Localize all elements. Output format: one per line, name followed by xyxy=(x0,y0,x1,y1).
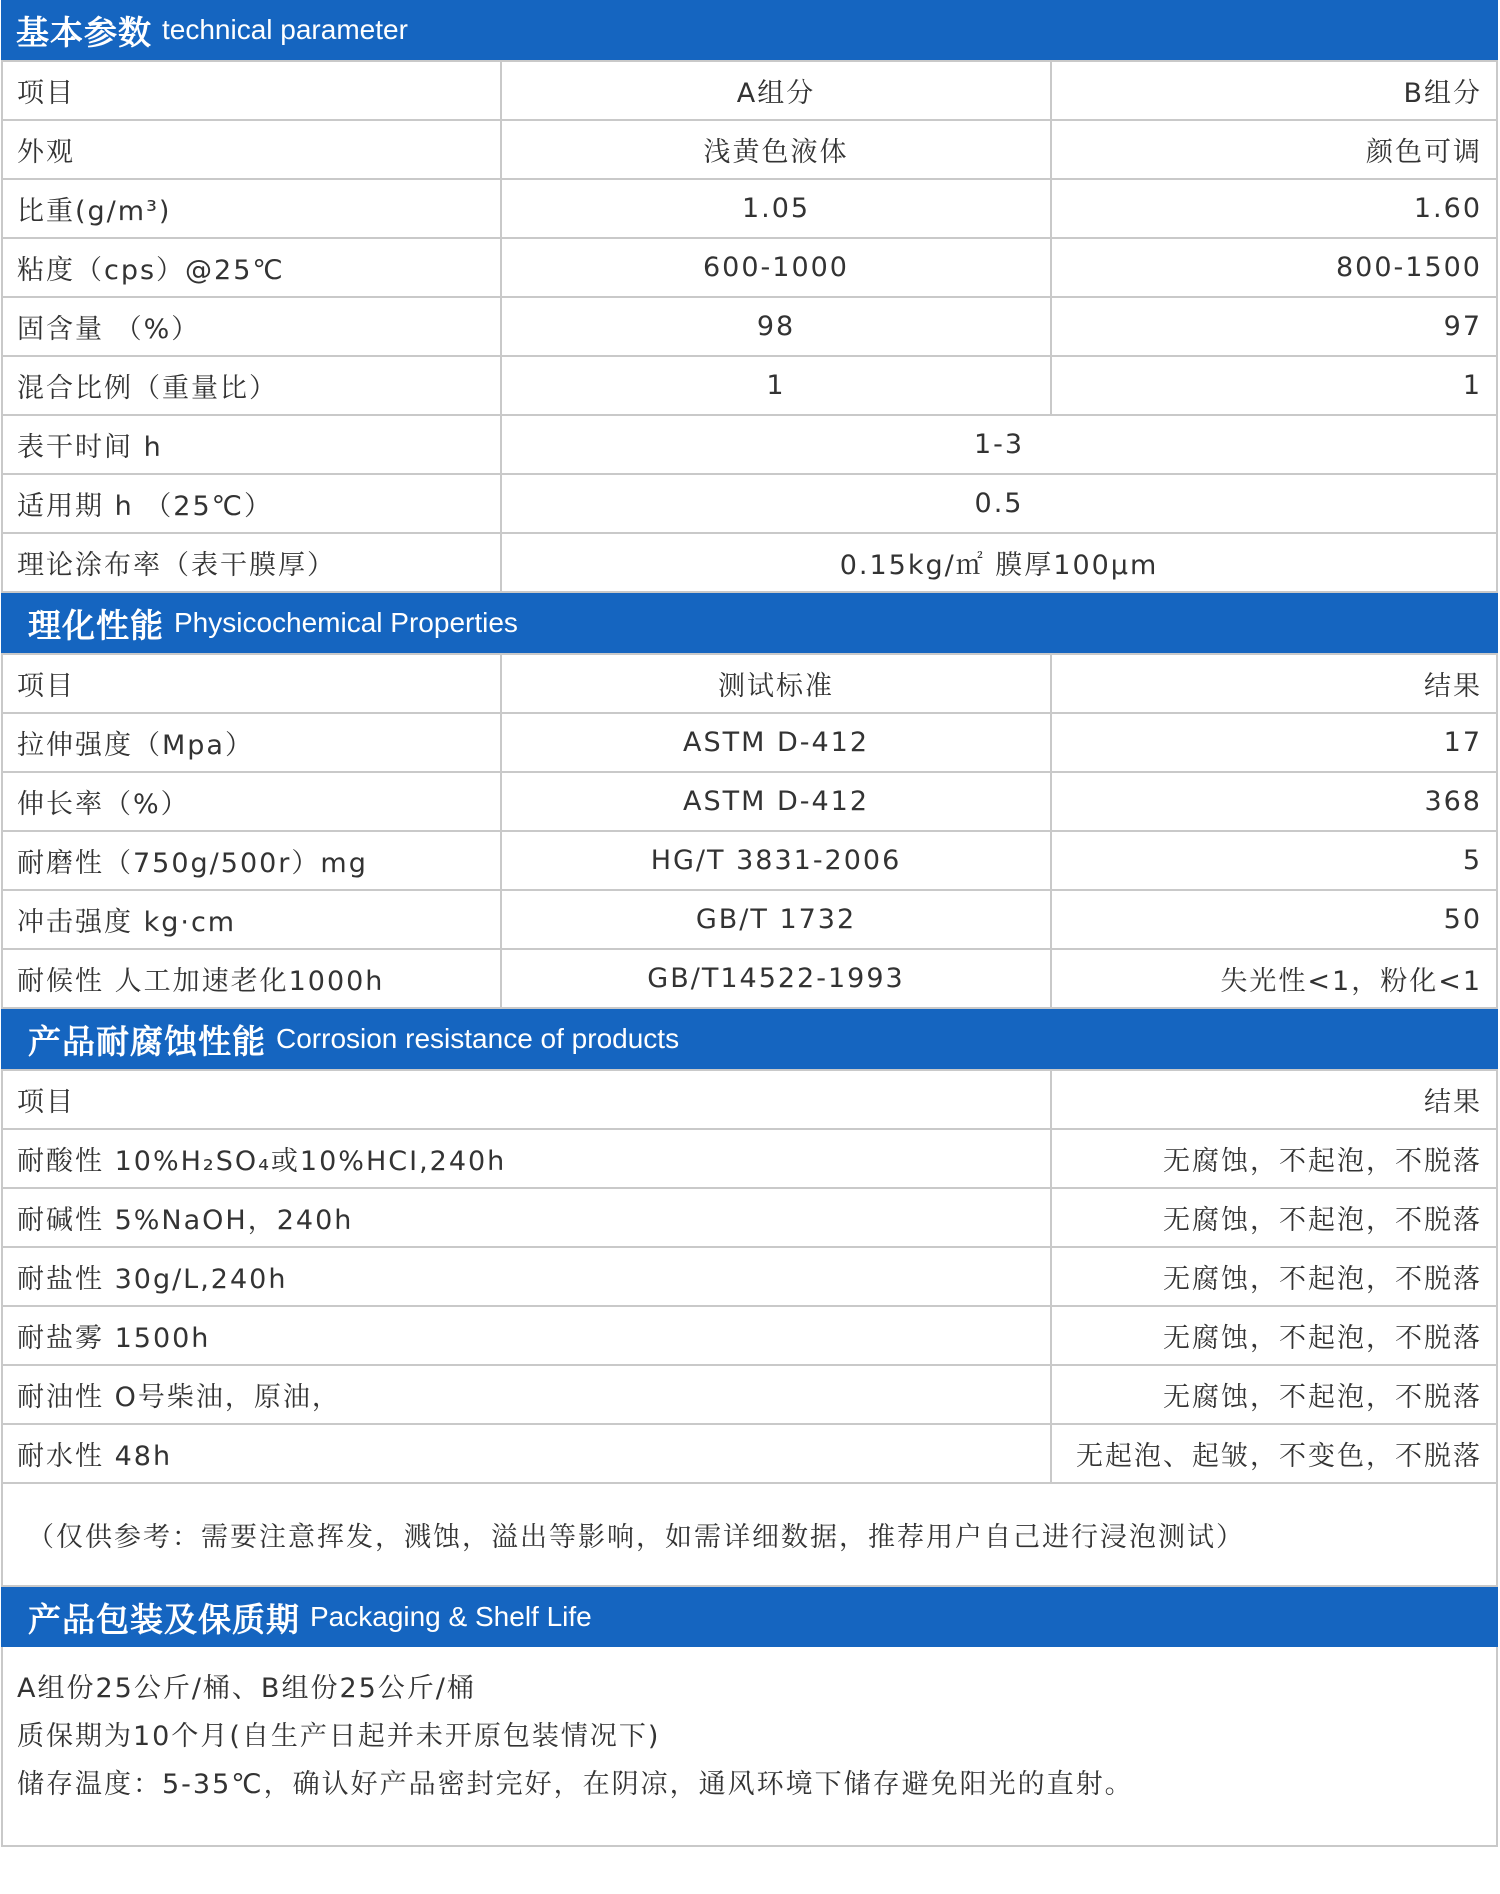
header-cell-item: 项目 xyxy=(2,654,501,713)
table-row xyxy=(2,831,1497,890)
row-label: 适用期 h （25℃） xyxy=(2,474,501,533)
section-title-en: Packaging & Shelf Life xyxy=(310,1601,592,1632)
row-label: 耐酸性 10%H₂SO₄或10%HCI,240h xyxy=(2,1129,1051,1188)
reference-note: （仅供参考：需要注意挥发，溅蚀，溢出等影响，如需详细数据，推荐用户自己进行浸泡测试） xyxy=(1,1484,1498,1587)
row-label: 耐磨性（750g/500r）mg xyxy=(2,831,501,890)
header-cell-result: 结果 xyxy=(1051,1070,1497,1129)
row-result: 17 xyxy=(1051,713,1497,772)
row-standard: ASTM D-412 xyxy=(501,772,1051,831)
row-label: 冲击强度 kg·cm xyxy=(2,890,501,949)
packaging-line: A组份25公斤/桶、B组份25公斤/桶 xyxy=(17,1673,476,1704)
header-cell-item: 项目 xyxy=(2,61,501,120)
section-title-zh: 产品耐腐蚀性能 xyxy=(28,1021,266,1061)
section-title-zh: 理化性能 xyxy=(28,605,164,645)
table-row xyxy=(2,772,1497,831)
section-title-zh: 基本参数 xyxy=(16,12,152,52)
row-result: 失光性<1，粉化<1 xyxy=(1051,949,1497,1008)
section-title-en: Physicochemical Properties xyxy=(174,607,518,638)
row-label: 粘度（cps）@25℃ xyxy=(2,238,501,297)
row-value-b: 颜色可调 xyxy=(1051,120,1497,179)
row-label: 表干时间 h xyxy=(2,415,501,474)
row-value-a: 1 xyxy=(501,356,1051,415)
section-header-corrosion xyxy=(1,1009,1498,1069)
row-label: 耐碱性 5%NaOH，240h xyxy=(2,1188,1051,1247)
section-title-en: technical parameter xyxy=(162,14,408,45)
row-result: 无起泡、起皱，不变色，不脱落 xyxy=(1051,1424,1497,1483)
row-label: 拉伸强度（Mpa） xyxy=(2,713,501,772)
row-result: 无腐蚀，不起泡，不脱落 xyxy=(1051,1306,1497,1365)
row-label: 混合比例（重量比） xyxy=(2,356,501,415)
table-row xyxy=(2,179,1497,238)
table-row xyxy=(2,120,1497,179)
row-result: 5 xyxy=(1051,831,1497,890)
section-header-physicochemical xyxy=(1,593,1498,653)
row-value-b: 1.60 xyxy=(1051,179,1497,238)
row-result: 368 xyxy=(1051,772,1497,831)
table-row-merged xyxy=(2,474,1497,533)
row-result: 无腐蚀，不起泡，不脱落 xyxy=(1051,1188,1497,1247)
row-value-merged: 0.15kg/㎡ 膜厚100μm xyxy=(501,533,1497,592)
row-label: 耐盐性 30g/L,240h xyxy=(2,1247,1051,1306)
row-value-merged: 1-3 xyxy=(501,415,1497,474)
row-label: 伸长率（%） xyxy=(2,772,501,831)
table-row-merged xyxy=(2,533,1497,592)
table-row xyxy=(2,1365,1497,1424)
header-cell-result: 结果 xyxy=(1051,654,1497,713)
table-row xyxy=(2,1129,1497,1188)
table-row xyxy=(2,1306,1497,1365)
row-label: 固含量 （%） xyxy=(2,297,501,356)
row-standard: ASTM D-412 xyxy=(501,713,1051,772)
table-row xyxy=(2,890,1497,949)
table-row xyxy=(2,297,1497,356)
section-title-en: Corrosion resistance of products xyxy=(276,1023,680,1054)
table-header-row xyxy=(2,654,1497,713)
row-value-b: 97 xyxy=(1051,297,1497,356)
header-cell-a: A组分 xyxy=(501,61,1051,120)
storage-line: 储存温度：5-35℃，确认好产品密封完好，在阴凉，通风环境下储存避免阳光的直射。 xyxy=(17,1769,1134,1800)
row-result: 50 xyxy=(1051,890,1497,949)
product-datasheet xyxy=(1,0,1498,1847)
header-cell-standard: 测试标准 xyxy=(501,654,1051,713)
table-row xyxy=(2,1424,1497,1483)
row-result: 无腐蚀，不起泡，不脱落 xyxy=(1051,1129,1497,1188)
row-value-b: 800-1500 xyxy=(1051,238,1497,297)
table-row xyxy=(2,1247,1497,1306)
header-cell-b: B组分 xyxy=(1051,61,1497,120)
packaging-info xyxy=(1,1647,1498,1847)
corrosion-table xyxy=(1,1069,1498,1484)
row-standard: GB/T 1732 xyxy=(501,890,1051,949)
table-header-row xyxy=(2,1070,1497,1129)
row-label: 耐水性 48h xyxy=(2,1424,1051,1483)
row-standard: GB/T14522-1993 xyxy=(501,949,1051,1008)
table-header-row xyxy=(2,61,1497,120)
section-header-technical-parameter xyxy=(1,0,1498,60)
table-row xyxy=(2,238,1497,297)
technical-parameter-table xyxy=(1,60,1498,593)
section-header-packaging xyxy=(1,1587,1498,1647)
row-label: 耐候性 人工加速老化1000h xyxy=(2,949,501,1008)
row-value-a: 1.05 xyxy=(501,179,1051,238)
row-value-a: 98 xyxy=(501,297,1051,356)
row-label: 外观 xyxy=(2,120,501,179)
row-value-b: 1 xyxy=(1051,356,1497,415)
row-label: 比重(g/m³) xyxy=(2,179,501,238)
row-label: 理论涂布率（表干膜厚） xyxy=(2,533,501,592)
table-row xyxy=(2,1188,1497,1247)
row-value-a: 600-1000 xyxy=(501,238,1051,297)
row-result: 无腐蚀，不起泡，不脱落 xyxy=(1051,1247,1497,1306)
row-value-merged: 0.5 xyxy=(501,474,1497,533)
shelf-life-line: 质保期为10个月(自生产日起并未开原包装情况下) xyxy=(17,1721,661,1752)
row-label: 耐盐雾 1500h xyxy=(2,1306,1051,1365)
table-row xyxy=(2,356,1497,415)
section-title-zh: 产品包装及保质期 xyxy=(28,1599,300,1639)
row-standard: HG/T 3831-2006 xyxy=(501,831,1051,890)
row-value-a: 浅黄色液体 xyxy=(501,120,1051,179)
row-result: 无腐蚀，不起泡，不脱落 xyxy=(1051,1365,1497,1424)
physicochemical-table xyxy=(1,653,1498,1009)
table-row xyxy=(2,949,1497,1008)
table-row-merged xyxy=(2,415,1497,474)
header-cell-item: 项目 xyxy=(2,1070,1051,1129)
table-row xyxy=(2,713,1497,772)
row-label: 耐油性 O号柴油，原油， xyxy=(2,1365,1051,1424)
